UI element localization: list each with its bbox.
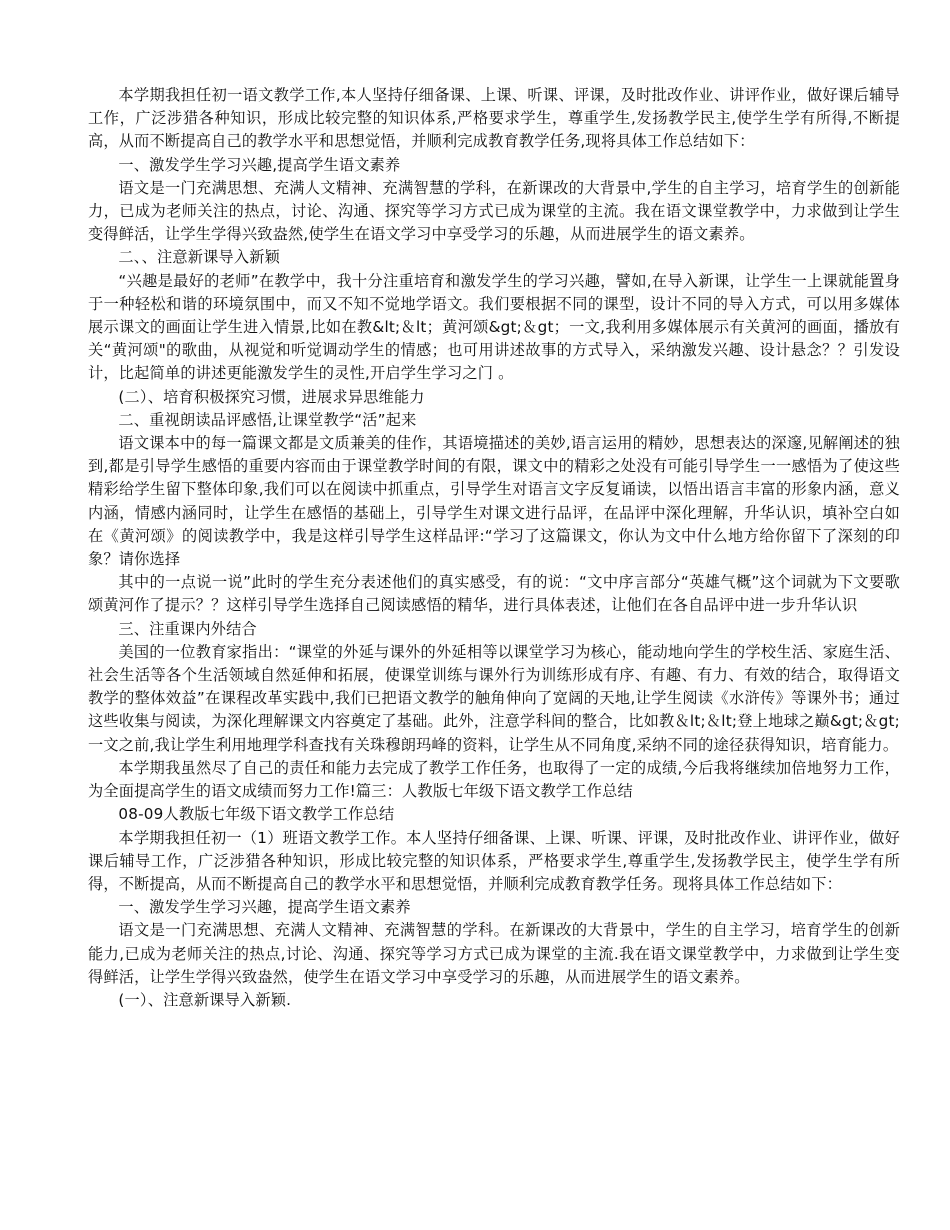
intro-paragraph: 本学期我担任初一语文教学工作,本人坚持仔细备课、上课、听课、评课，及时批改作业、讲评作业，做好课后辅导工作，广泛涉猎各种知识，形成比较完整的知识体系,严格要求学生，尊重学生,发扬教学民主,使学生学有所得,不断提高，从而不断提高自己的教学水平和思想觉悟，并顺利完成教育教学任务,现将具体工作总结如下： [88,86,900,151]
body-paragraph: 本学期我虽然尽了自己的责任和能力去完成了教学工作任务，也取得了一定的成绩,今后我将继续加倍地努力工作，为全面提高学生的语文成绩而努力工作!篇三：人教版七年级下语文教学工作总结 [88,758,900,801]
section-heading-7: (一）、注意新课导入新颖. [118,990,292,1009]
body-paragraph: 其中的一点说一说”此时的学生充分表述他们的真实感受，有的说：“文中序言部分“英雄气概”这个词就为下文要歌颂黄河作了提示？？这样引导学生选择自己阅读感悟的精华，进行具体表述，让他们在各自品评中进一步升华认识 [88,573,900,615]
body-paragraph: “兴趣是最好的老师”在教学中，我十分注重培育和激发学生的学习兴趣，譬如,在导入新课，让学生一上课就能置身于一种轻松和谐的环境氛围中，而又不知不觉地学语文。我们要根据不同的课型，设计不同的导入方式，可以用多媒体展示课文的画面让学生进入情景,比如在教&lt;＆lt；黄河颂&gt;＆gt；一文,我利用多媒体展示有关黄河的画面，播放有关“黄河颂"的歌曲，从视觉和听觉调动学生的情感；也可用讲述故事的方式导入，采纳激发兴趣、设计悬念？？引发设计，比起简单的讲述更能激发学生的灵性,开启学生学习之门 。 [88,271,900,383]
section-heading-5: 三、注重课内外结合 [118,619,257,638]
section-heading-2: 二、、注意新课导入新颖 [118,248,281,267]
document-page [88,84,900,1012]
body-paragraph: 语文是一门充满思想、充满人文精神、充满智慧的学科。在新课改的大背景中，学生的自主学习，培育学生的创新能力,已成为老师关注的热点,讨论、沟通、探究等学习方式已成为课堂的主流.我在语文课堂教学中，力求做到让学生变得鲜活，让学生学得兴致盎然，使学生在语文学习中享受学习的乐趣，从而进展学生的语文素养。 [88,921,900,986]
body-paragraph: 美国的一位教育家指出：“课堂的外延与课外的外延相等以课堂学习为核心，能动地向学生的学校生活、家庭生活、社会生活等各个生活领域自然延伸和拓展，使课堂训练与课外行为训练形成有序、有趣、有力、有效的结合，取得语文教学的整体效益”在课程改革实践中,我们已把语文教学的触角伸向了宽阔的天地,让学生阅读《水浒传》等课外书；通过这些收集与阅读，为深化理解课文内容奠定了基础。此外，注意学科间的整合，比如教＆lt;＆lt;登上地球之巅&gt;＆gt;一文之前,我让学生利用地理学科查找有关珠穆朗玛峰的资料，让学生从不同角度,采纳不同的途径获得知识，培育能力。 [88,642,900,754]
section-heading-3: (二）、培育积极探究习惯，进展求异思维能力 [118,387,425,406]
section-heading-6: 一、激发学生学习兴趣，提高学生语文素养 [118,898,411,917]
body-paragraph: 语文是一门充满思想、充满人文精神、充满智慧的学科，在新课改的大背景中,学生的自主学习，培育学生的创新能力，已成为老师关注的热点，讨论、沟通、探究等学习方式已成为课堂的主流。我在语文课堂教学中，力求做到让学生变得鲜活，让学生学得兴致盎然,使学生在语文学习中享受学习的乐趣，从而进展学生的语文素养。 [88,178,900,244]
section-heading-4: 二、重视朗读品评感悟,让课堂教学“活”起来 [118,410,417,429]
document-title: 08-09人教版七年级下语文教学工作总结 [118,805,395,824]
body-paragraph: 语文课本中的每一篇课文都是文质兼美的佳作，其语境描述的美妙,语言运用的精妙，思想表达的深邃,见解阐述的独到,都是引导学生感悟的重要内容而由于课堂教学时间的有限，课文中的精彩之处没有可能引导学生一一感悟为了使这些精彩给学生留下整体印象,我们可以在阅读中抓重点，引导学生对语言文字反复诵读，以悟出语言丰富的形象内涵，意义内涵，情感内涵同时，让学生在感悟的基础上，引导学生对课文进行品评，在品评中深化理解，升华认识，填补空白如在《黄河颂》的阅读教学中，我是这样引导学生这样品评:“学习了这篇课文，你认为文中什么地方给你留下了深刻的印象？请你选择 [88,434,900,569]
section-heading-1: 一、激发学生学习兴趣,提高学生语文素养 [118,155,401,174]
body-paragraph: 本学期我担任初一（1）班语文教学工作。本人坚持仔细备课、上课、听课、评课，及时批改作业、讲评作业，做好课后辅导工作，广泛涉猎各种知识，形成比较完整的知识体系，严格要求学生,尊重学生,发扬教学民主，使学生学有所得，不断提高，从而不断提高自己的教学水平和思想觉悟，并顺利完成教育教学任务。现将具体工作总结如下： [88,828,900,893]
